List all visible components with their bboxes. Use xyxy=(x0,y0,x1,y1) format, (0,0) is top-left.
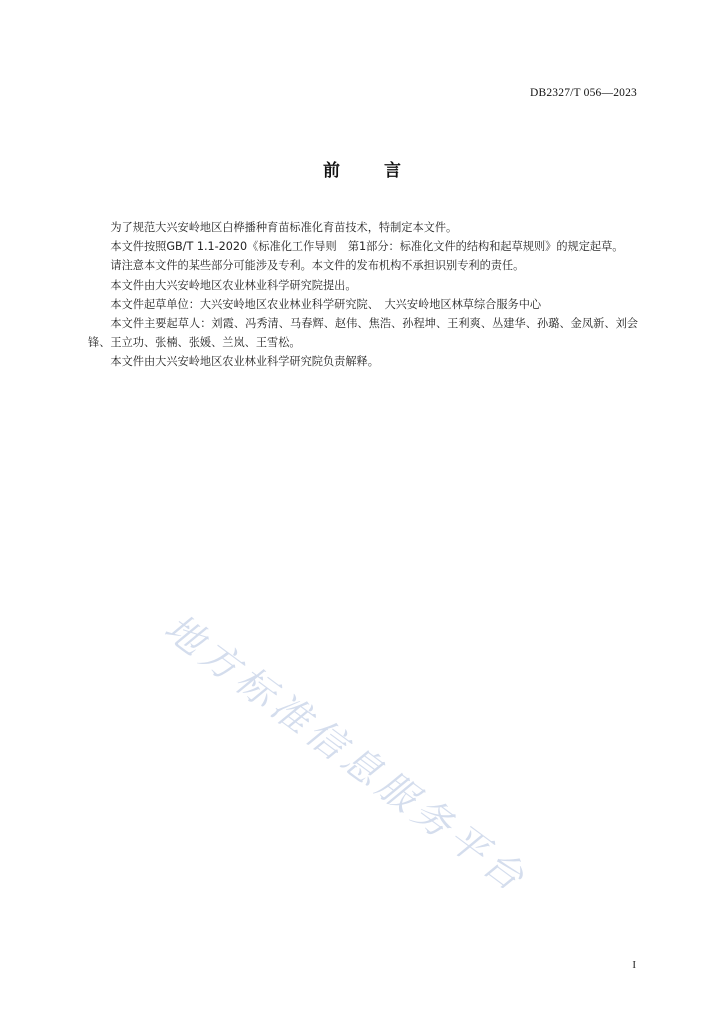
page-number: I xyxy=(632,959,636,971)
paragraph-interpretation: 本文件由大兴安岭地区农业林业科学研究院负责解释。 xyxy=(110,355,379,369)
paragraph-proposer: 本文件由大兴安岭地区农业林业科学研究院提出。 xyxy=(110,278,357,292)
document-code: DB2327/T 056—2023 xyxy=(529,87,637,99)
watermark-text: 地方标准信息服务平台 xyxy=(156,605,537,903)
paragraph-purpose: 为了规范大兴安岭地区白桦播种育苗标准化育苗技术，特制定本文件。 xyxy=(110,221,458,234)
paragraph-main-drafters: 本文件主要起草人：刘霞、冯秀清、马春辉、赵伟、焦浩、孙程坤、王利爽、丛建华、孙璐、金凤新、刘会锋、王立功、张楠、张媛、兰岚、王雪松。 xyxy=(88,317,638,350)
page-title: 前言 xyxy=(323,161,445,181)
paragraph-drafting-rules: 本文件按照GB/T 1.1-2020《标准化工作导则 第1部分：标准化文件的结构和起草规则》的规定起草。 xyxy=(110,240,624,254)
paragraph-drafting-units: 本文件起草单位：大兴安岭地区农业林业科学研究院、 大兴安岭地区林草综合服务中心 xyxy=(110,297,542,311)
foreword-body xyxy=(88,218,638,372)
paragraph-patent-notice: 请注意本文件的某些部分可能涉及专利。本文件的发布机构不承担识别专利的责任。 xyxy=(110,259,525,273)
